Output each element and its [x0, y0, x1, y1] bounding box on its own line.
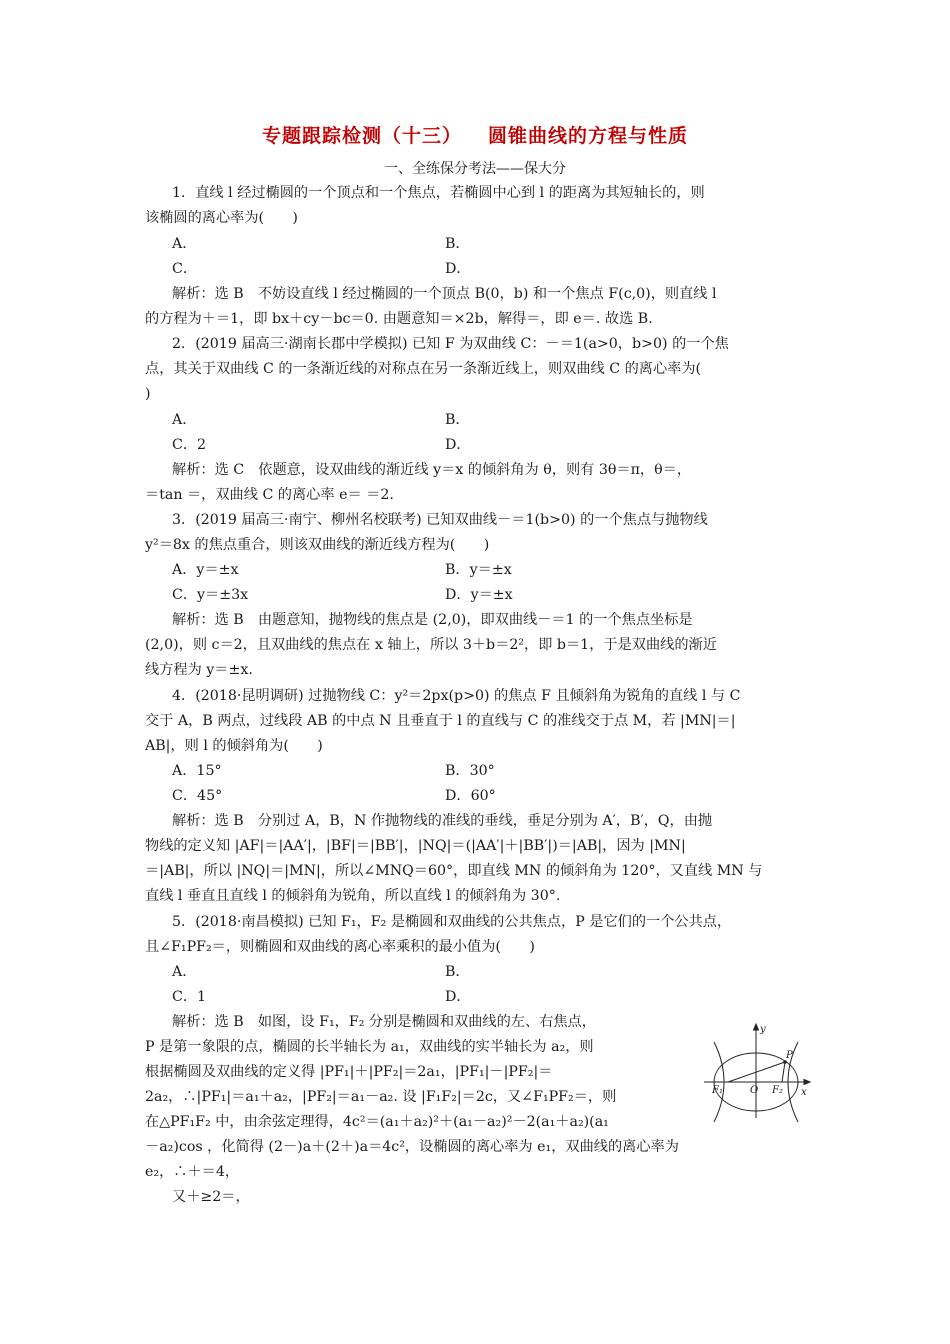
- title-left: 专题跟踪检测（十三）: [261, 125, 462, 147]
- q4-solution-line4: 直线 l 垂直且直线 l 的倾斜角为锐角，所以直线 l 的倾斜角为 30°.: [145, 888, 561, 904]
- q2-option-a: A．: [172, 412, 197, 428]
- q1-solution-line2: 的方程为＋＝1，即 bx＋cy－bc＝0. 由题意知＝×2b，解得＝，即 e＝. 故选 B.: [145, 311, 653, 327]
- q2-stem-line2: 点，其关于双曲线 C 的一条渐近线的对称点在另一条渐近线上，则双曲线 C 的离心率为(: [145, 361, 702, 377]
- title-right: 圆锥曲线的方程与性质: [488, 125, 689, 147]
- q3-option-a: A．y＝±x: [172, 562, 239, 578]
- q5-solution-line6: －a₂)cos ，化简得 (2－)a＋(2＋)a＝4c²，设椭圆的离心率为 e₁，双曲线的离心率为: [145, 1139, 679, 1155]
- q5-stem-line1: 5．(2018·南昌模拟) 已知 F₁，F₂ 是椭圆和双曲线的公共焦点，P 是它们的一个公共点，: [172, 914, 732, 930]
- q5-option-c: C．1: [172, 989, 207, 1005]
- q4-solution-line2: 物线的定义知 |AF|＝|AA′|，|BF|＝|BB′|，|NQ|＝(|AA′|＋|BB′|)＝|AB|，因为 |MN|: [145, 838, 686, 854]
- q4-option-c: C．45°: [172, 788, 223, 804]
- q3-solution-line1: 解析：选 B 由题意知，抛物线的焦点是 (2,0)，即双曲线－＝1 的一个焦点坐标是: [172, 612, 693, 628]
- origin-label: O: [750, 1085, 759, 1096]
- y-axis-arrow-icon: [754, 1024, 759, 1030]
- q3-option-d: D．y＝±x: [445, 587, 513, 603]
- q2-option-c: C．2: [172, 437, 207, 453]
- page-title: [0, 121, 950, 148]
- q1-option-d: D．: [445, 261, 471, 277]
- q3-stem-line2: y²＝8x 的焦点重合，则该双曲线的渐近线方程为( ): [145, 537, 490, 553]
- q4-option-b: B．30°: [445, 763, 495, 779]
- q1-option-a: A．: [172, 236, 197, 252]
- q1-solution-line1: 解析：选 B 不妨设直线 l 经过椭圆的一个顶点 B(0，b) 和一个焦点 F(c,0)，则直线 l: [172, 286, 717, 302]
- q5-solution-line1: 解析：选 B 如图，设 F₁，F₂ 分别是椭圆和双曲线的左、右焦点，: [172, 1014, 596, 1030]
- q5-solution-line8: 又＋≥2＝，: [172, 1189, 250, 1205]
- y-axis-label: y: [760, 1024, 766, 1035]
- q5-solution-line7: e₂，∴＋＝4，: [145, 1164, 240, 1180]
- q2-option-d: D．: [445, 437, 471, 453]
- q3-stem-line1: 3．(2019 届高三·南宁、柳州名校联考) 已知双曲线－＝1(b>0) 的一个焦点与抛物线: [172, 512, 708, 528]
- q1-stem-line1: 1．直线 l 经过椭圆的一个顶点和一个焦点，若椭圆中心到 l 的距离为其短轴长的，则: [172, 185, 705, 201]
- q5-option-b: B．: [445, 964, 470, 980]
- conic-figure: [700, 1022, 812, 1122]
- q3-option-c: C．y＝±3x: [172, 587, 249, 603]
- q5-option-a: A．: [172, 964, 197, 980]
- x-axis-label: x: [801, 1087, 807, 1098]
- q1-stem-line2: 该椭圆的离心率为( ): [145, 210, 298, 226]
- q3-solution-line2: (2,0)，则 c＝2，且双曲线的焦点在 x 轴上，所以 3＋b＝2²，即 b＝1，于是双曲线的渐近: [145, 637, 717, 653]
- q3-solution-line3: 线方程为 y＝±x.: [145, 662, 253, 678]
- q4-solution-line1: 解析：选 B 分别过 A，B，N 作抛物线的准线的垂线，垂足分别为 A′，B′，Q，由抛: [172, 813, 713, 829]
- f1-label: F₁: [712, 1085, 723, 1096]
- q2-stem-line1: 2．(2019 届高三·湖南长郡中学模拟) 已知 F 为双曲线 C：－＝1(a>0，b>0) 的一个焦: [172, 336, 729, 352]
- x-axis-arrow-icon: [804, 1080, 810, 1085]
- q5-option-d: D．: [445, 989, 471, 1005]
- q4-solution-line3: ＝|AB|，所以 |NQ|＝|MN|，所以∠MNQ＝60°，即直线 MN 的倾斜角为 120°，又直线 MN 与: [145, 863, 763, 879]
- segment-p-f2: [782, 1062, 785, 1082]
- q2-option-b: B．: [445, 412, 470, 428]
- q2-stem-line3: ): [145, 386, 151, 402]
- q1-option-c: C．: [172, 261, 198, 277]
- q2-solution-line1: 解析：选 C 依题意，设双曲线的渐近线 y＝x 的倾斜角为 θ，则有 3θ＝π，θ＝，: [172, 462, 692, 478]
- q5-solution-line4: 2a₂，∴|PF₁|＝a₁＋a₂，|PF₂|＝a₁－a₂. 设 |F₁F₂|＝2c，又∠F₁PF₂＝，则: [145, 1089, 617, 1105]
- q5-stem-line2: 且∠F₁PF₂＝，则椭圆和双曲线的离心率乘积的最小值为( ): [145, 939, 535, 955]
- q5-solution-line2: P 是第一象限的点，椭圆的长半轴长为 a₁，双曲线的实半轴长为 a₂，则: [145, 1039, 594, 1055]
- f2-label: F₂: [772, 1085, 783, 1096]
- section-heading: 一、全练保分考法——保大分: [384, 161, 566, 177]
- q4-stem-line3: AB|，则 l 的倾斜角为( ): [145, 738, 323, 754]
- q4-option-d: D．60°: [445, 788, 496, 804]
- q4-stem-line2: 交于 A，B 两点，过线段 AB 的中点 N 且垂直于 l 的直线与 C 的准线交于点 M，若 |MN|＝|: [145, 713, 736, 729]
- q3-option-b: B．y＝±x: [445, 562, 512, 578]
- q1-option-b: B．: [445, 236, 470, 252]
- q5-solution-line3: 根据椭圆及双曲线的定义得 |PF₁|＋|PF₂|＝2a₁，|PF₁|－|PF₂|＝: [145, 1064, 553, 1080]
- q2-solution-line2: ＝tan ＝，双曲线 C 的离心率 e＝ ＝2.: [145, 487, 394, 503]
- q4-stem-line1: 4．(2018·昆明调研) 过抛物线 C：y²＝2px(p>0) 的焦点 F 且倾斜角为锐角的直线 l 与 C: [172, 688, 741, 704]
- p-label: P: [786, 1050, 793, 1061]
- q5-solution-line5: 在△PF₁F₂ 中，由余弦定理得，4c²＝(a₁＋a₂)²＋(a₁－a₂)²－2(a₁＋a₂)(a₁: [145, 1114, 609, 1130]
- q4-option-a: A．15°: [172, 763, 222, 779]
